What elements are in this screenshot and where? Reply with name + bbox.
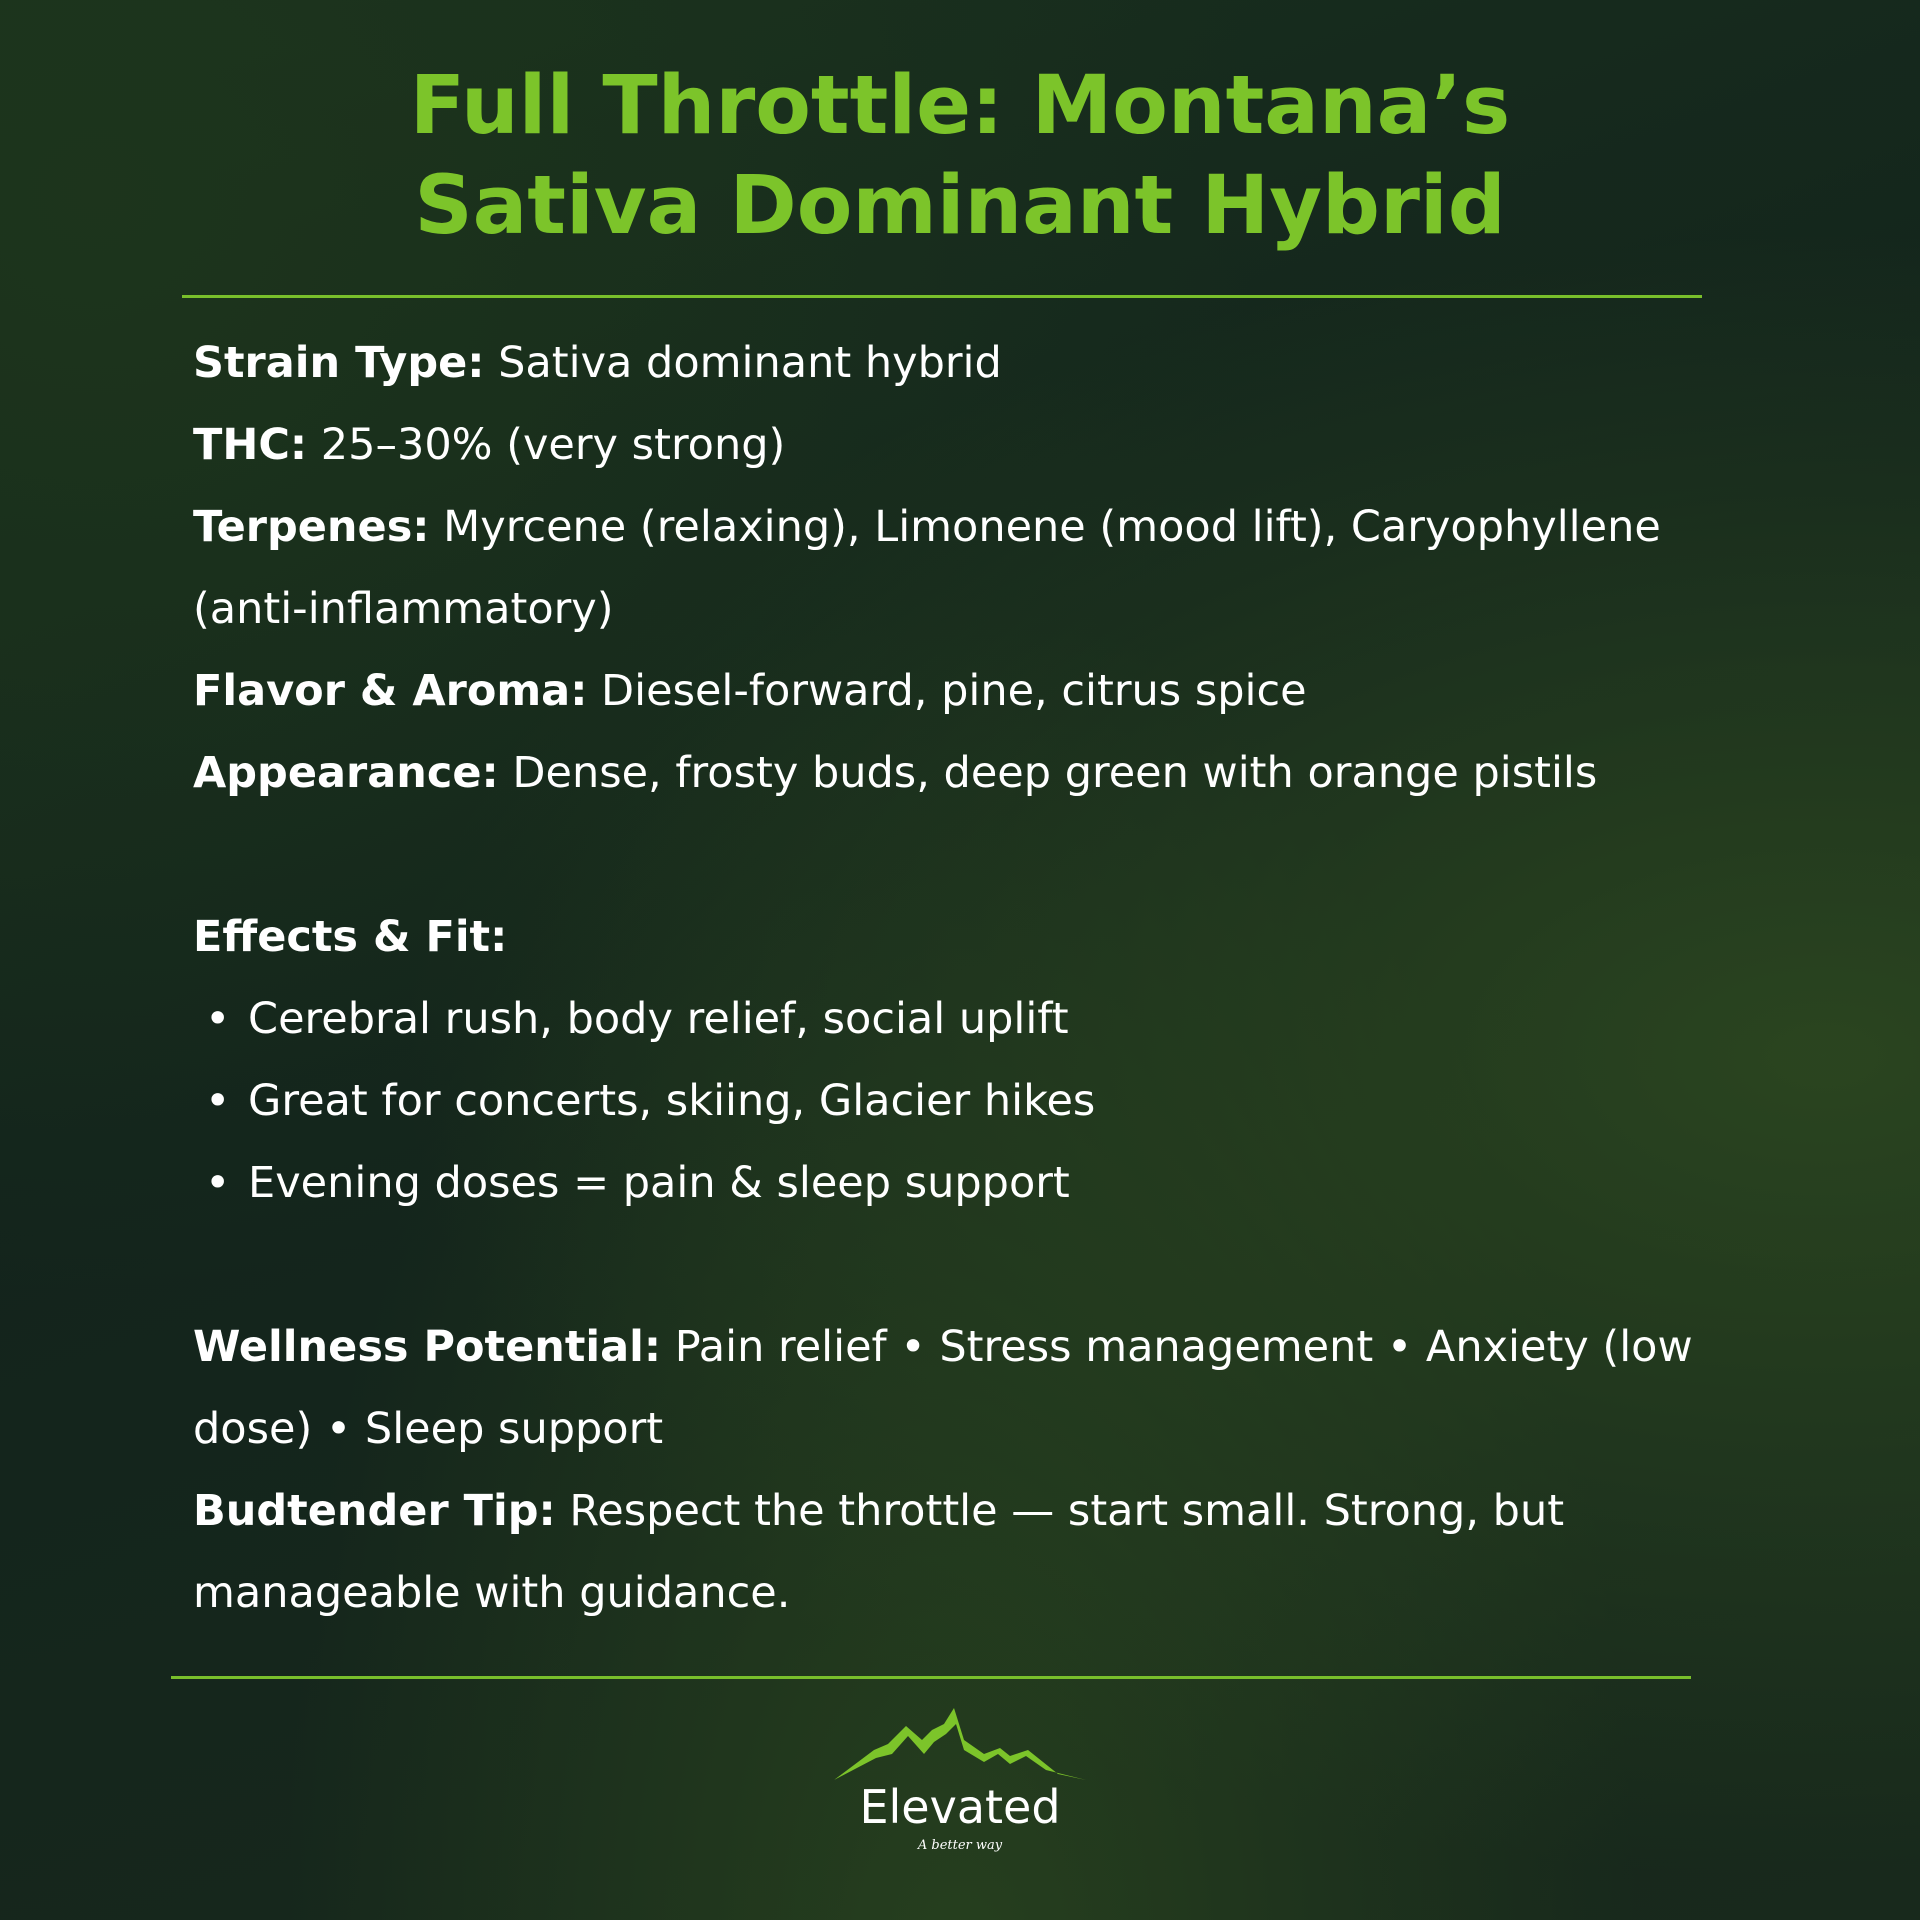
detail-value: Diesel-forward, pine, citrus spice <box>587 666 1307 716</box>
strain-details <box>193 322 1753 1634</box>
detail-label: Appearance: <box>193 748 499 798</box>
top-divider <box>182 295 1702 298</box>
detail-thc <box>193 404 1753 486</box>
page-title <box>0 56 1920 256</box>
effects-item <box>193 1060 1753 1142</box>
bottom-divider <box>171 1676 1691 1679</box>
brand-name: Elevated <box>859 1780 1061 1834</box>
bullet-icon: • <box>205 1076 231 1126</box>
mountain-icon <box>834 1700 1086 1780</box>
detail-strain-type <box>193 322 1753 404</box>
effects-item <box>193 978 1753 1060</box>
effects-heading-label: Effects & Fit: <box>193 912 508 962</box>
detail-label: Terpenes: <box>193 502 430 552</box>
wellness-label: Wellness Potential: <box>193 1322 662 1372</box>
detail-label: Flavor & Aroma: <box>193 666 588 716</box>
effects-item-text: Evening doses = pain & sleep support <box>248 1158 1070 1208</box>
tip-value: Respect the throttle — start small. Strong, but manageable with guidance. <box>193 1486 1565 1618</box>
effects-item-text: Cerebral rush, body relief, social uplift <box>248 994 1069 1044</box>
detail-value: Myrcene (relaxing), Limonene (mood lift), Caryophyllene (anti-inflammatory) <box>193 502 1661 634</box>
brand-tagline: A better way <box>917 1838 1003 1853</box>
wellness-potential <box>193 1306 1753 1470</box>
detail-value: Sativa dominant hybrid <box>484 338 1002 388</box>
spacer <box>193 814 1753 896</box>
detail-flavor-aroma <box>193 650 1753 732</box>
detail-label: THC: <box>193 420 308 470</box>
brand-logo <box>834 1700 1086 1870</box>
title-line-1: Full Throttle: Montana’s <box>409 59 1511 153</box>
effects-item-text: Great for concerts, skiing, Glacier hikes <box>248 1076 1096 1126</box>
effects-heading <box>193 896 1753 978</box>
title-line-2: Sativa Dominant Hybrid <box>414 159 1506 253</box>
budtender-tip <box>193 1470 1753 1634</box>
effects-item <box>193 1142 1753 1224</box>
detail-appearance <box>193 732 1753 814</box>
wellness-value: Pain relief • Stress management • Anxiety (low dose) • Sleep support <box>193 1322 1693 1454</box>
spacer <box>193 1224 1753 1306</box>
detail-label: Strain Type: <box>193 338 485 388</box>
detail-value: 25–30% (very strong) <box>307 420 786 470</box>
bullet-icon: • <box>205 994 231 1044</box>
detail-value: Dense, frosty buds, deep green with orange pistils <box>498 748 1598 798</box>
detail-terpenes <box>193 486 1753 650</box>
bullet-icon: • <box>205 1158 231 1208</box>
tip-label: Budtender Tip: <box>193 1486 556 1536</box>
